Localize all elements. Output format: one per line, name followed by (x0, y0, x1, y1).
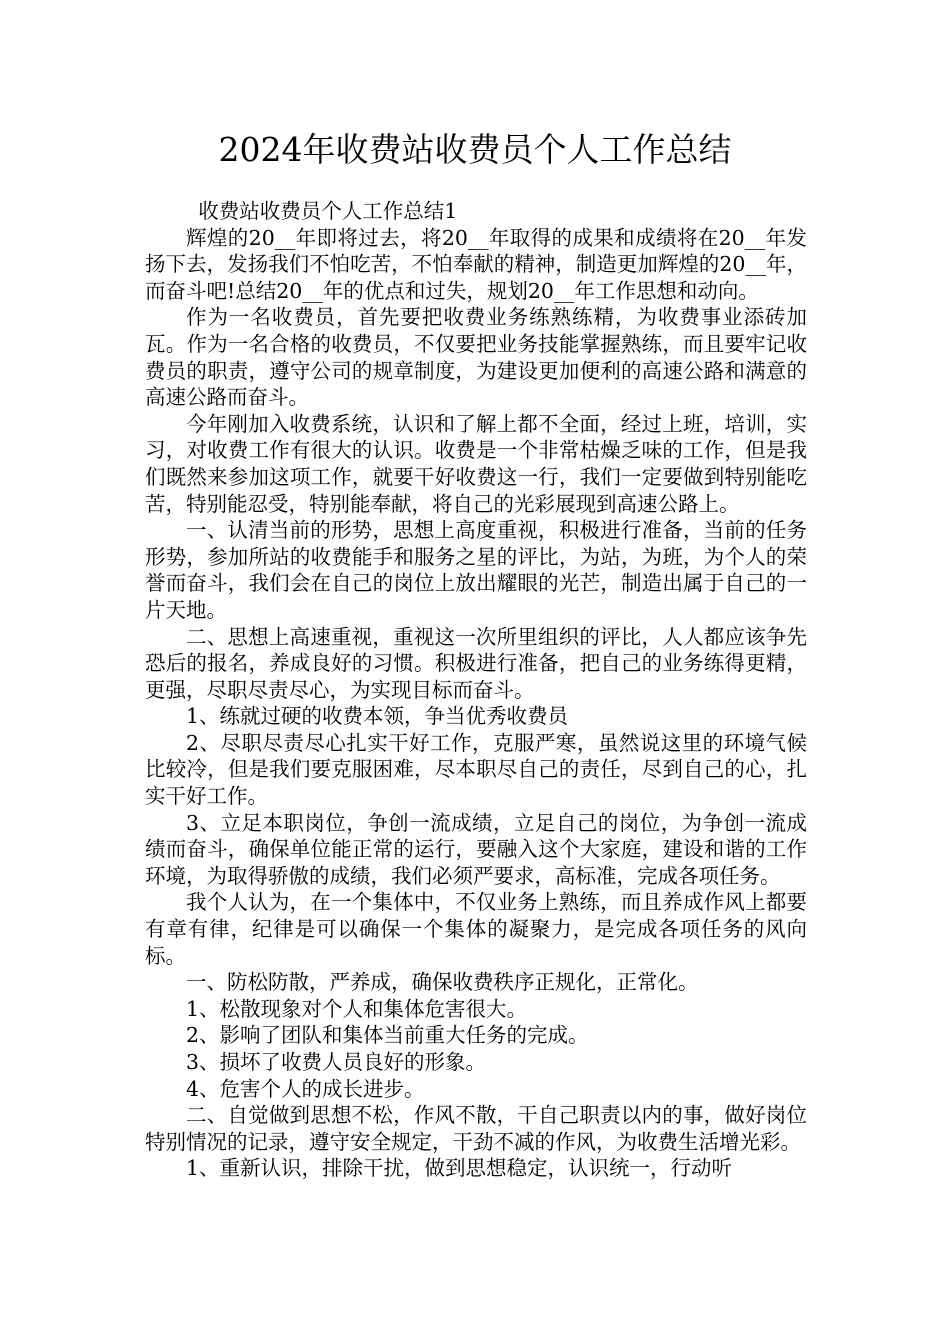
paragraph: 3、损坏了收费人员良好的形象。 (186, 1050, 487, 1074)
paragraph: 我个人认为，在一个集体中，不仅业务上熟练，而且养成作风上都要有章有律，纪律是可以确保一个集体的凝聚力，是完成各项任务的风向标。 (145, 890, 807, 968)
paragraph: 3、立足本职岗位，争创一流成绩，立足自己的岗位，为争创一流成绩而奋斗，确保单位能正常的运行，要融入这个大家庭，建设和谐的工作环境，为取得骄傲的成绩，我们必须严要求，高标准，完成各项任务。 (145, 810, 807, 888)
paragraph: 作为一名收费员，首先要把收费业务练熟练精，为收费事业添砖加瓦。作为一名合格的收费员，不仅要把业务技能掌握熟练，而且要牢记收费员的职责，遵守公司的规章制度，为建设更加便利的高速公路和满意的高速公路而奋斗。 (145, 305, 807, 410)
paragraph: 辉煌的20__年即将过去，将20__年取得的成果和成绩将在20__年发扬下去，发扬我们不怕吃苦，不怕奉献的精神，制造更加辉煌的20__年，而奋斗吧!总结20__年的优点和过失，规划20__年工作思想和动向。 (145, 225, 807, 303)
document-title: 2024年收费站收费员个人工作总结 (218, 130, 732, 169)
paragraph: 2、尽职尽责尽心扎实干好工作，克服严寒，虽然说这里的环境气候比较冷，但是我们要克服困难，尽本职尽自己的责任，尽到自己的心，扎实干好工作。 (145, 730, 807, 809)
paragraph: 二、自觉做到思想不松，作风不散，干自己职责以内的事，做好岗位特别情况的记录，遵守安全规定，干劲不减的作风，为收费生活增光彩。 (145, 1103, 807, 1154)
section-heading: 收费站收费员个人工作总结1 (198, 199, 458, 223)
paragraph: 1、松散现象对个人和集体危害很大。 (186, 996, 528, 1021)
paragraph: 一、防松防散，严养成，确保收费秩序正规化，正常化。 (186, 970, 699, 995)
paragraph: 2、影响了团队和集体当前重大任务的完成。 (186, 1023, 589, 1048)
paragraph: 1、重新认识，排除干扰，做到思想稳定，认识统一，行动听 (186, 1156, 733, 1181)
paragraph: 二、思想上高速重视，重视这一次所里组织的评比，人人都应该争先恐后的报名，养成良好的习惯。积极进行准备，把自己的业务练得更精，更强，尽职尽责尽心，为实现目标而奋斗。 (145, 624, 807, 702)
paragraph: 1、练就过硬的收费本领，争当优秀收费员 (186, 704, 569, 729)
paragraph: 今年刚加入收费系统，认识和了解上都不全面，经过上班，培训，实习，对收费工作有很大的认识。收费是一个非常枯燥乏味的工作，但是我们既然来参加这项工作，就要干好收费这一行，我们一定要做到特别能吃苦，特别能忍受，特别能奉献，将自己的光彩展现到高速公路上。 (145, 411, 807, 516)
paragraph: 4、危害个人的成长进步。 (186, 1076, 425, 1101)
document-body (145, 198, 807, 1182)
paragraph: 一、认清当前的形势，思想上高度重视，积极进行准备，当前的任务形势，参加所站的收费能手和服务之星的评比，为站，为班，为个人的荣誉而奋斗，我们会在自己的岗位上放出耀眼的光芒，制造出属于自己的一片天地。 (145, 518, 807, 622)
